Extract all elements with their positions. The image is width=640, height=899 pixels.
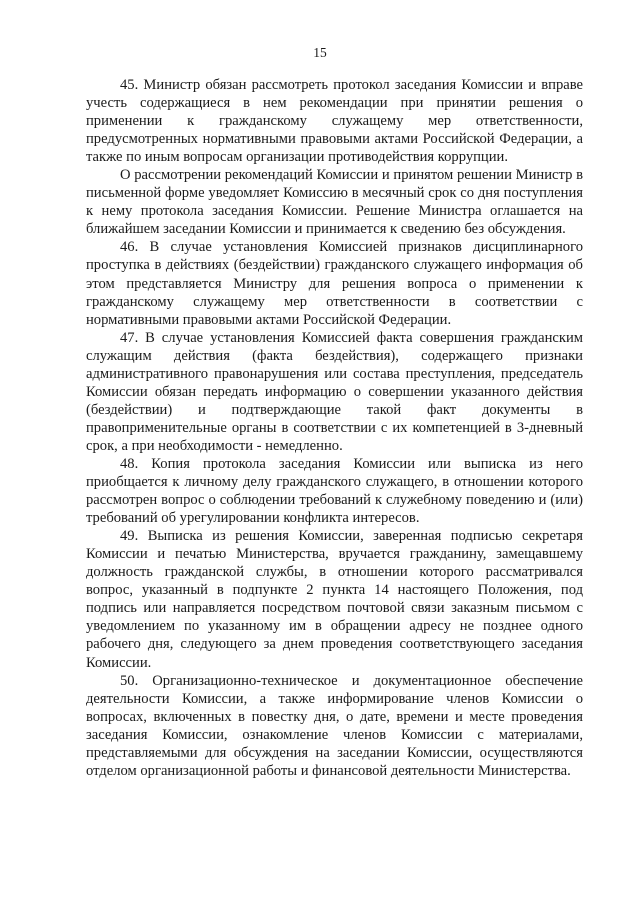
paragraph-49: 49. Выписка из решения Комиссии, заверенная подписью секретаря Комиссии и печатью Министерства, вручается гражданину, замещавшему должность гражданской службы, в отношении которого рассматривался вопрос, указанный в подпункте 2 пункта 14 настоящего Положения, под подпись или направляется посредством почтовой связи заказным письмом с уведомлением по указанному им в обращении адресу не позднее одного рабочего дня, следующего за днем проведения соответствующего заседания Комиссии.	[86, 528, 583, 671]
paragraph-47: 47. В случае установления Комиссией факта совершения гражданским служащим действия (факта бездействия), содержащего признаки административного правонарушения или состава преступления, председатель Комиссии обязан передать информацию о совершении указанного действия (бездействии) и подтверждающие такой факт документы в правоприменительные органы в соответствии с их компетенцией в 3-дневный срок, а при необходимости - немедленно.	[86, 329, 583, 454]
paragraph-46: 46. В случае установления Комиссией признаков дисциплинарного проступка в действиях (бездействии) гражданского служащего информация об этом представляется Министру для решения вопроса о применении к гражданскому служащему мер ответственности в соответствии с нормативными правовыми актами Российской Федерации.	[86, 239, 583, 328]
paragraph-50: 50. Организационно-техническое и документационное обеспечение деятельности Комиссии, а также информирование членов Комиссии о вопросах, включенных в повестку дня, о дате, времени и месте проведения заседания Комиссии, ознакомление членов Комиссии с материалами, представляемыми для обсуждения на заседании Комиссии, осуществляются отделом организационной работы и финансовой деятельности Министерства.	[86, 672, 583, 779]
page-number: 15	[313, 45, 327, 60]
paragraph-45: 45. Министр обязан рассмотреть протокол заседания Комиссии и вправе учесть содержащиеся в нем рекомендации при принятии решения о применении к гражданскому служащему мер ответственности, предусмотренных нормативными правовыми актами Российской Федерации, а также по иным вопросам организации противодействия коррупции.	[86, 77, 583, 166]
paragraph-45-notification: О рассмотрении рекомендаций Комиссии и принятом решении Министр в письменной форме уведомляет Комиссию в месячный срок со дня поступления к нему протокола заседания Комиссии. Решение Министра оглашается на ближайшем заседании Комиссии и принимается к сведению без обсуждения.	[86, 167, 583, 238]
paragraph-48: 48. Копия протокола заседания Комиссии или выписка из него приобщается к личному делу гражданского служащего, в отношении которого рассмотрен вопрос о соблюдении требований к служебному поведению и (или) требований об урегулировании конфликта интересов.	[86, 455, 583, 527]
document-body	[86, 76, 583, 780]
